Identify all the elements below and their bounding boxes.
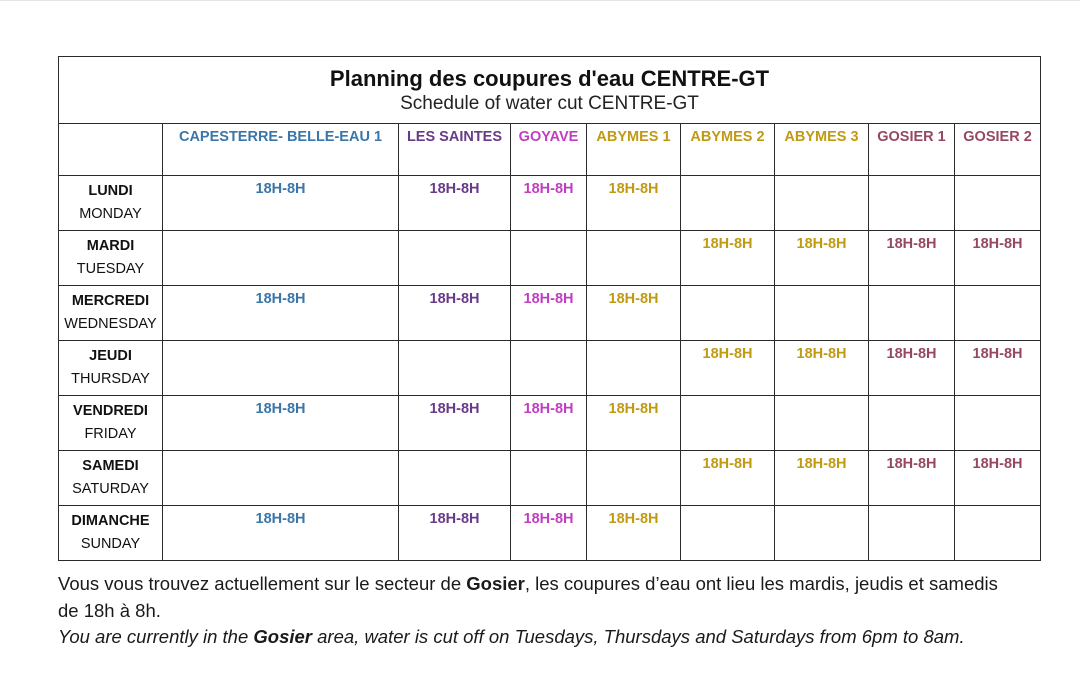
schedule-cell xyxy=(587,341,681,396)
table-row xyxy=(59,231,1041,286)
schedule-cell xyxy=(681,506,775,561)
schedule-cell: 18H-8H xyxy=(163,506,399,561)
day-name-french: MARDI xyxy=(86,238,135,254)
table-row xyxy=(59,176,1041,231)
day-name-french: VENDREDI xyxy=(73,403,148,419)
schedule-cell: 18H-8H xyxy=(587,506,681,561)
schedule-cell xyxy=(399,341,511,396)
day-name-french: LUNDI xyxy=(88,183,133,199)
schedule-cell: 18H-8H xyxy=(775,451,869,506)
notice-french xyxy=(58,571,1018,624)
column-header-5: ABYMES 3 xyxy=(775,124,869,176)
day-name-french: JEUDI xyxy=(89,348,132,364)
notice-french-text-start: Vous vous trouvez actuellement sur le secteur de xyxy=(58,573,467,594)
day-name-french: SAMEDI xyxy=(82,458,139,474)
schedule-cell: 18H-8H xyxy=(955,231,1041,286)
day-name-english: MONDAY xyxy=(79,206,142,222)
table-row xyxy=(59,341,1041,396)
day-label-cell xyxy=(59,176,163,231)
column-header-3: ABYMES 1 xyxy=(587,124,681,176)
notice-english xyxy=(58,624,1018,651)
schedule-cell: 18H-8H xyxy=(399,176,511,231)
notice-french-text-end: , les coupures d’eau ont lieu les mardis, jeudis et samedis de 18h à 8h. xyxy=(58,573,998,621)
day-label-cell xyxy=(59,286,163,341)
schedule-cell xyxy=(399,231,511,286)
schedule-cell: 18H-8H xyxy=(587,286,681,341)
schedule-cell xyxy=(955,396,1041,451)
schedule-cell: 18H-8H xyxy=(587,176,681,231)
schedule-cell xyxy=(163,341,399,396)
schedule-cell xyxy=(955,176,1041,231)
day-label-cell xyxy=(59,341,163,396)
column-header-1: LES SAINTES xyxy=(399,124,511,176)
column-header-0: CAPESTERRE- BELLE-EAU 1 xyxy=(163,124,399,176)
schedule-cell xyxy=(775,396,869,451)
water-cut-schedule-table xyxy=(58,56,1041,561)
schedule-cell: 18H-8H xyxy=(681,451,775,506)
day-label-cell xyxy=(59,231,163,286)
schedule-cell xyxy=(775,286,869,341)
day-name-english: SATURDAY xyxy=(72,481,149,497)
schedule-cell: 18H-8H xyxy=(869,231,955,286)
schedule-cell: 18H-8H xyxy=(399,286,511,341)
schedule-cell: 18H-8H xyxy=(511,286,587,341)
day-name-english: TUESDAY xyxy=(76,261,145,277)
day-name-french: DIMANCHE xyxy=(71,513,150,529)
table-row xyxy=(59,286,1041,341)
column-header-7: GOSIER 2 xyxy=(955,124,1041,176)
page-subtitle: Schedule of water cut CENTRE-GT xyxy=(400,92,699,114)
day-label-cell xyxy=(59,396,163,451)
schedule-cell xyxy=(681,396,775,451)
schedule-cell xyxy=(955,506,1041,561)
schedule-cell: 18H-8H xyxy=(511,506,587,561)
notice-english-sector: Gosier xyxy=(253,626,312,647)
column-header-2: GOYAVE xyxy=(511,124,587,176)
day-label-cell xyxy=(59,451,163,506)
schedule-cell xyxy=(955,286,1041,341)
schedule-cell xyxy=(681,176,775,231)
sector-notice xyxy=(58,571,1018,651)
day-name-english: FRIDAY xyxy=(84,426,137,442)
schedule-cell xyxy=(869,396,955,451)
schedule-cell xyxy=(399,451,511,506)
table-row xyxy=(59,451,1041,506)
schedule-cell: 18H-8H xyxy=(869,341,955,396)
page-title: Planning des coupures d'eau CENTRE-GT xyxy=(329,65,770,91)
schedule-cell: 18H-8H xyxy=(511,396,587,451)
schedule-cell: 18H-8H xyxy=(587,396,681,451)
schedule-cell xyxy=(869,176,955,231)
column-header-row xyxy=(59,124,1041,176)
day-name-french: MERCREDI xyxy=(71,293,150,309)
notice-english-text-start: You are currently in the xyxy=(58,626,254,647)
schedule-cell xyxy=(587,451,681,506)
schedule-cell xyxy=(511,341,587,396)
day-name-english: SUNDAY xyxy=(80,536,141,552)
table-row xyxy=(59,506,1041,561)
corner-header-cell xyxy=(59,124,163,176)
schedule-cell xyxy=(775,176,869,231)
day-name-english: THURSDAY xyxy=(71,371,150,387)
schedule-cell xyxy=(869,506,955,561)
top-border-line xyxy=(0,0,1080,1)
notice-english-text-end: area, water is cut off on Tuesdays, Thursdays and Saturdays from 6pm to 8am. xyxy=(312,626,965,647)
table-row xyxy=(59,396,1041,451)
schedule-cell: 18H-8H xyxy=(775,231,869,286)
schedule-cell xyxy=(163,231,399,286)
schedule-cell: 18H-8H xyxy=(399,396,511,451)
schedule-cell: 18H-8H xyxy=(163,176,399,231)
schedule-cell: 18H-8H xyxy=(955,341,1041,396)
schedule-cell: 18H-8H xyxy=(681,231,775,286)
schedule-cell: 18H-8H xyxy=(775,341,869,396)
schedule-cell xyxy=(511,231,587,286)
column-header-4: ABYMES 2 xyxy=(681,124,775,176)
schedule-cell xyxy=(163,451,399,506)
notice-french-sector: Gosier xyxy=(466,573,525,594)
schedule-cell: 18H-8H xyxy=(163,286,399,341)
schedule-cell: 18H-8H xyxy=(681,341,775,396)
table-title-cell xyxy=(59,57,1041,124)
schedule-cell: 18H-8H xyxy=(869,451,955,506)
schedule-cell xyxy=(869,286,955,341)
schedule-cell xyxy=(681,286,775,341)
schedule-cell: 18H-8H xyxy=(955,451,1041,506)
day-name-english: WEDNESDAY xyxy=(64,316,157,332)
column-header-6: GOSIER 1 xyxy=(869,124,955,176)
schedule-cell xyxy=(587,231,681,286)
schedule-cell: 18H-8H xyxy=(511,176,587,231)
schedule-cell: 18H-8H xyxy=(399,506,511,561)
schedule-cell xyxy=(511,451,587,506)
schedule-cell: 18H-8H xyxy=(163,396,399,451)
schedule-cell xyxy=(775,506,869,561)
day-label-cell xyxy=(59,506,163,561)
